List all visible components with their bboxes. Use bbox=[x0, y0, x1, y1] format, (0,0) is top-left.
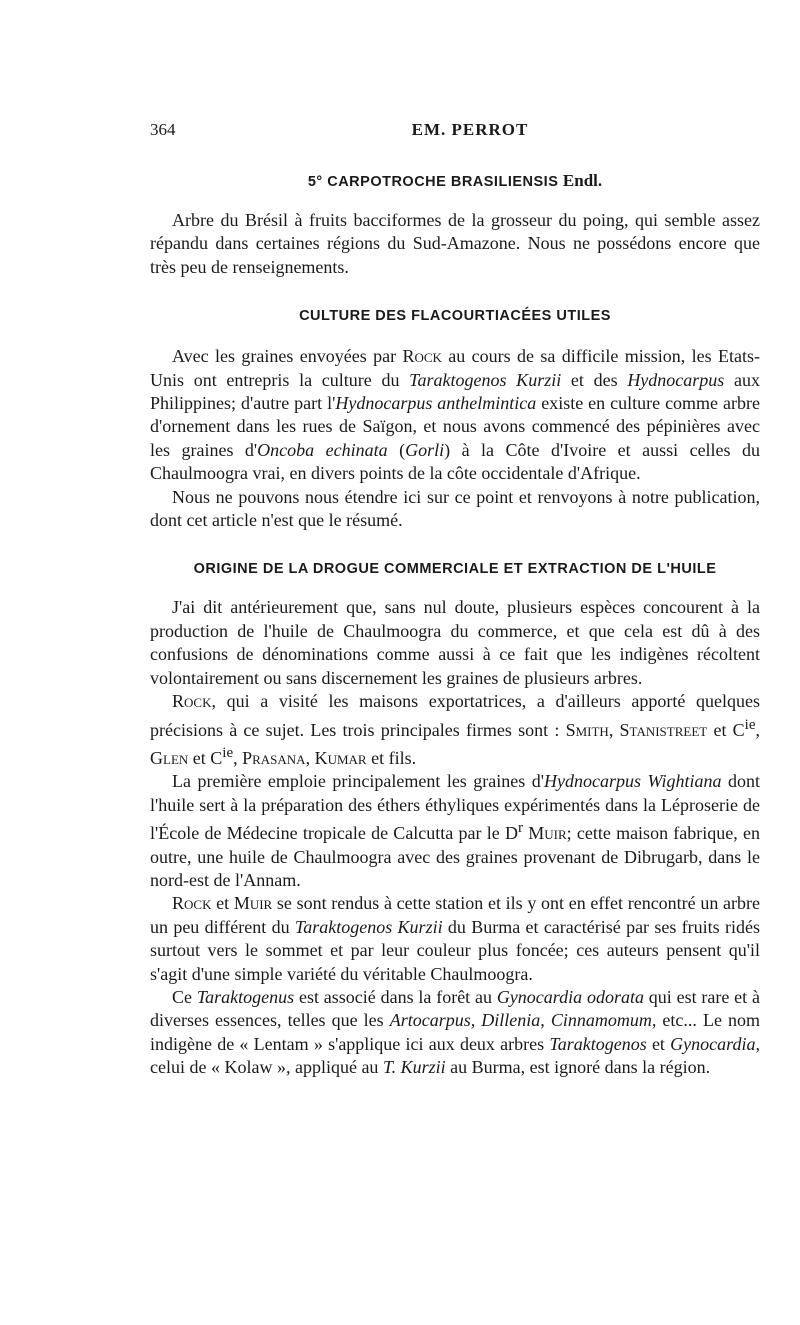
paragraph-origine-3: La première emploie principalement les graines d'Hydnocarpus Wightiana dont l'huile sert à la préparation des éthers éthyliques expérimentés dans la Léproserie de l'École de Médecine tropicale de Calcutta par le $D^r$ Muir; cette maison fabrique, en outre, une huile de Chaulmoogra avec des graines provenant de Dibrugarb, dans le nord-est de l'Annam. bbox=[150, 771, 760, 890]
species-name: Taraktogenus bbox=[196, 986, 295, 1007]
species-name: Gorli bbox=[405, 439, 445, 460]
firm-name: Prasana, Kumar bbox=[242, 747, 367, 768]
section-title-culture: CULTURE DES FLACOURTIACÉES UTILES bbox=[299, 308, 611, 325]
firm-name: Glen bbox=[150, 747, 189, 768]
species-name: Hydnocarpus anthelmintica bbox=[335, 393, 537, 414]
species-name: Taraktogenos Kurzii bbox=[409, 369, 562, 390]
running-header bbox=[150, 120, 760, 142]
author-name: Rock bbox=[172, 893, 212, 914]
running-author: EM. PERROT bbox=[411, 120, 529, 139]
paragraph-origine-5: Ce Taraktogenus est associé dans la forêt au Gynocardia odorata qui est rare et à diverses essences, telles que les Artocarpus, Dillenia, Cinnamomum, etc... Le nom indigène de « Lentam » s'applique ici aux deux arbres Taraktogenos et Gynocardia, celui de « Kolaw », appliqué au T. Kurzii au Burma, est ignoré dans la région. bbox=[150, 986, 761, 1078]
firm-name: Smith, Stanistreet bbox=[565, 719, 708, 740]
section-title-origine: ORIGINE DE LA DROGUE COMMERCIALE ET EXTRACTION DE L'HUILE bbox=[193, 561, 717, 578]
body-text bbox=[150, 165, 760, 1080]
author-name: Rock bbox=[402, 346, 442, 367]
section-title-carpotroche bbox=[150, 165, 760, 197]
species-name: Gynocardia, bbox=[670, 1033, 760, 1054]
paragraph-origine-2: Rock, qui a visité les maisons exportatrices, a d'ailleurs apporté quelques précisions à ce sujet. Les trois principales firmes sont : Smith, Stanistreet et $C^{ie}$, Glen et $C^{ie}$, Prasana, Kumar et fils. bbox=[150, 691, 760, 768]
section-title-prefix: 5° CARPOTROCHE BRASILIENSIS bbox=[307, 174, 559, 190]
author-name: Muir bbox=[233, 893, 273, 914]
paragraph-carpotroche: Arbre du Brésil à fruits bacciformes de la grosseur du poing, qui semble assez répandu dans certaines régions du Sud-Amazone. Nous ne possédons encore que très peu de renseignements. bbox=[150, 210, 760, 277]
paragraph-culture-1: Avec les graines envoyées par Rock au cours de sa difficile mission, les Etats-Unis ont entrepris la culture du Taraktogenos Kurzii et des Hydnocarpus aux Philippines; d'autre part l'Hydnocarpus anthelmintica existe en culture comme arbre d'ornement dans les rues de Saïgon, et nous avons commencé des pépinières avec les graines d'Oncoba echinata (Gorli) à la Côte d'Ivoire et aussi celles du Chaulmoogra vrai, en divers points de la côte occidentale d'Afrique. bbox=[150, 346, 761, 484]
species-name: Taraktogenos Kurzii bbox=[294, 916, 443, 937]
page-number: 364 bbox=[150, 120, 176, 139]
species-name: Hydnocarpus bbox=[627, 369, 725, 390]
section-title-authority: Endl. bbox=[562, 171, 603, 190]
species-name: Gynocardia odorata bbox=[496, 986, 644, 1007]
author-name: Rock bbox=[172, 691, 212, 712]
species-name: Artocarpus, Dillenia, Cinnamomum, bbox=[389, 1010, 657, 1031]
author-name: Muir bbox=[528, 823, 567, 844]
species-name: Taraktogenos bbox=[549, 1033, 647, 1054]
species-name: Hydnocarpus Wightiana bbox=[544, 771, 722, 792]
species-name: T. Kurzii bbox=[382, 1057, 446, 1078]
paragraph-origine-4: Rock et Muir se sont rendus à cette station et ils y ont en effet rencontré un arbre un peu différent du Taraktogenos Kurzii du Burma et caractérisé par ses fruits ridés surtout vers le sommet et par leur couleur plus foncée; ces auteurs pensent qu'il s'agit d'une simple variété du véritable Chaulmoogra. bbox=[150, 893, 761, 984]
species-name: Oncoba echinata bbox=[257, 439, 388, 460]
paragraph-origine-1: J'ai dit antérieurement que, sans nul doute, plusieurs espèces concourent à la production de l'huile de Chaulmoogra du commerce, et que cela est dû à des confusions de dénominations comme aussi à ce fait que les indigènes récoltent volontairement ou sans discernement les graines de plusieurs arbres. bbox=[150, 597, 760, 688]
paragraph-culture-2: Nous ne pouvons nous étendre ici sur ce point et renvoyons à notre publication, dont cet article n'est que le résumé. bbox=[150, 486, 760, 531]
